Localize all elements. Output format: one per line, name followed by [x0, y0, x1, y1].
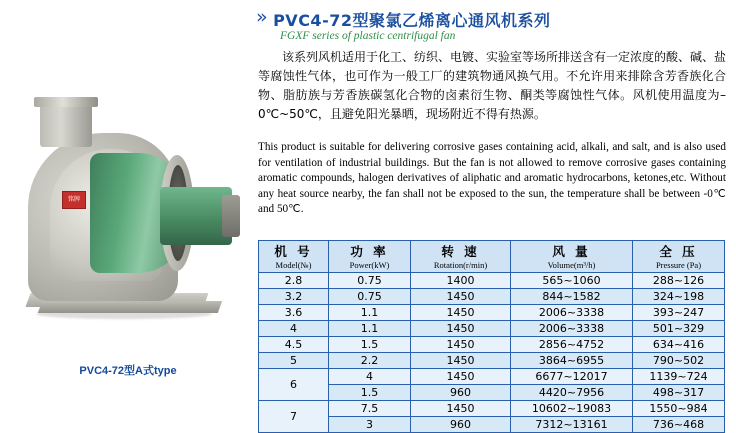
cell-model: 2.8 [259, 273, 329, 289]
cell-pressure: 288~126 [633, 273, 725, 289]
cell-rotation: 1450 [411, 337, 511, 353]
cell-pressure: 324~198 [633, 289, 725, 305]
cell-volume: 844~1582 [511, 289, 633, 305]
cell-rotation: 1450 [411, 401, 511, 417]
cell-model: 5 [259, 353, 329, 369]
cell-volume: 2856~4752 [511, 337, 633, 353]
cell-pressure: 1550~984 [633, 401, 725, 417]
table-row [259, 273, 725, 289]
nameplate-text: 铭牌 [67, 196, 80, 203]
product-image-panel [0, 0, 256, 400]
cell-rotation: 1450 [411, 353, 511, 369]
column-header-model-cn: 机 号 [274, 244, 313, 259]
column-header-volume [511, 241, 633, 273]
cell-volume: 7312~13161 [511, 417, 633, 433]
cell-power: 7.5 [329, 401, 411, 417]
table-row [259, 401, 725, 417]
table-header [259, 241, 725, 273]
fan-outlet-duct [40, 103, 92, 147]
cell-power: 1.5 [329, 385, 411, 401]
title-block [256, 8, 726, 31]
cell-model: 4.5 [259, 337, 329, 353]
cell-rotation: 960 [411, 385, 511, 401]
table-row [259, 369, 725, 385]
column-header-model-en: Model(№) [275, 260, 312, 270]
cell-rotation: 1450 [411, 321, 511, 337]
table-row [259, 305, 725, 321]
column-header-pressure-cn: 全 压 [659, 244, 698, 259]
column-header-volume-en: Volume(m³/h) [547, 260, 596, 270]
cell-volume: 6677~12017 [511, 369, 633, 385]
table-row [259, 289, 725, 305]
cell-volume: 10602~19083 [511, 401, 633, 417]
fan-base-plate-secondary [38, 301, 222, 313]
cell-volume: 2006~3338 [511, 321, 633, 337]
cell-power: 0.75 [329, 289, 411, 305]
cell-power: 4 [329, 369, 411, 385]
cell-pressure: 1139~724 [633, 369, 725, 385]
cell-pressure: 790~502 [633, 353, 725, 369]
centrifugal-fan-illustration [10, 95, 246, 355]
cell-power: 2.2 [329, 353, 411, 369]
cell-model: 3.6 [259, 305, 329, 321]
fan-motor-end-cap [222, 195, 240, 237]
cell-rotation: 1400 [411, 273, 511, 289]
table-body [259, 273, 725, 433]
column-header-rotation-cn: 转 速 [441, 244, 480, 259]
cell-rotation: 1450 [411, 369, 511, 385]
cell-power: 1.1 [329, 321, 411, 337]
column-header-power-en: Power(kW) [349, 260, 390, 270]
table-header-row [259, 241, 725, 273]
cell-power: 0.75 [329, 273, 411, 289]
cell-rotation: 1450 [411, 289, 511, 305]
figure-caption: PVC4-72型A式type [79, 365, 177, 377]
cell-model: 6 [259, 369, 329, 401]
cell-volume: 4420~7956 [511, 385, 633, 401]
column-header-pressure [633, 241, 725, 273]
column-header-power-cn: 功 率 [350, 244, 389, 259]
cell-volume: 2006~3338 [511, 305, 633, 321]
cell-pressure: 736~468 [633, 417, 725, 433]
cell-pressure: 393~247 [633, 305, 725, 321]
table-row [259, 385, 725, 401]
column-header-rotation [411, 241, 511, 273]
cell-pressure: 634~416 [633, 337, 725, 353]
specification-table [258, 240, 725, 433]
cell-power: 3 [329, 417, 411, 433]
table-row [259, 353, 725, 369]
cell-power: 1.1 [329, 305, 411, 321]
cell-model: 7 [259, 401, 329, 433]
fan-outlet-flange [34, 97, 98, 107]
page-title-english: FGXF series of plastic centrifugal fan [280, 30, 456, 42]
cell-model: 4 [259, 321, 329, 337]
cell-rotation: 960 [411, 417, 511, 433]
column-header-pressure-en: Pressure (Pa) [655, 260, 702, 270]
column-header-model [259, 241, 329, 273]
table-row [259, 417, 725, 433]
chevron-right-icon: » [256, 6, 264, 28]
column-header-volume-cn: 风 量 [552, 244, 591, 259]
table-row [259, 337, 725, 353]
nameplate-label [62, 191, 86, 209]
cell-pressure: 501~329 [633, 321, 725, 337]
cell-rotation: 1450 [411, 305, 511, 321]
page-title-chinese: PVC4-72型聚氯乙烯离心通风机系列 [273, 11, 551, 30]
cell-volume: 565~1060 [511, 273, 633, 289]
column-header-power [329, 241, 411, 273]
table-row [259, 321, 725, 337]
cell-pressure: 498~317 [633, 385, 725, 401]
cell-volume: 3864~6955 [511, 353, 633, 369]
column-header-rotation-en: Rotation(r/min) [433, 260, 488, 270]
description-english: This product is suitable for delivering corrosive gases containing acid, alkali, and salt, and is also used for ventilation of industrial buildings. But the fan is not allowed to remove corrosive gases containing aromatic compounds, halogen derivatives of aliphatic and aromatic hydrocarbons, ketones,etc. Without any heat source nearby, the fan shall not be exposed to the sun, the temperature shall be between -0℃ and 50℃. [258, 141, 726, 215]
cell-power: 1.5 [329, 337, 411, 353]
content-panel [256, 0, 736, 431]
description-chinese: 该系列风机适用于化工、纺织、电镀、实验室等场所排送含有一定浓度的酸、碱、盐等腐蚀性气体，也可作为一般工厂的建筑物通风换气用。不允许用来排除含芳香族化合物、脂肪族与芳香族碳氢化合物的卤素衍生物、酮类等腐蚀性气体。风机使用温度为–0℃~50℃，且避免阳光暴晒，现场附近不得有热源。 [258, 50, 727, 121]
cell-model: 3.2 [259, 289, 329, 305]
